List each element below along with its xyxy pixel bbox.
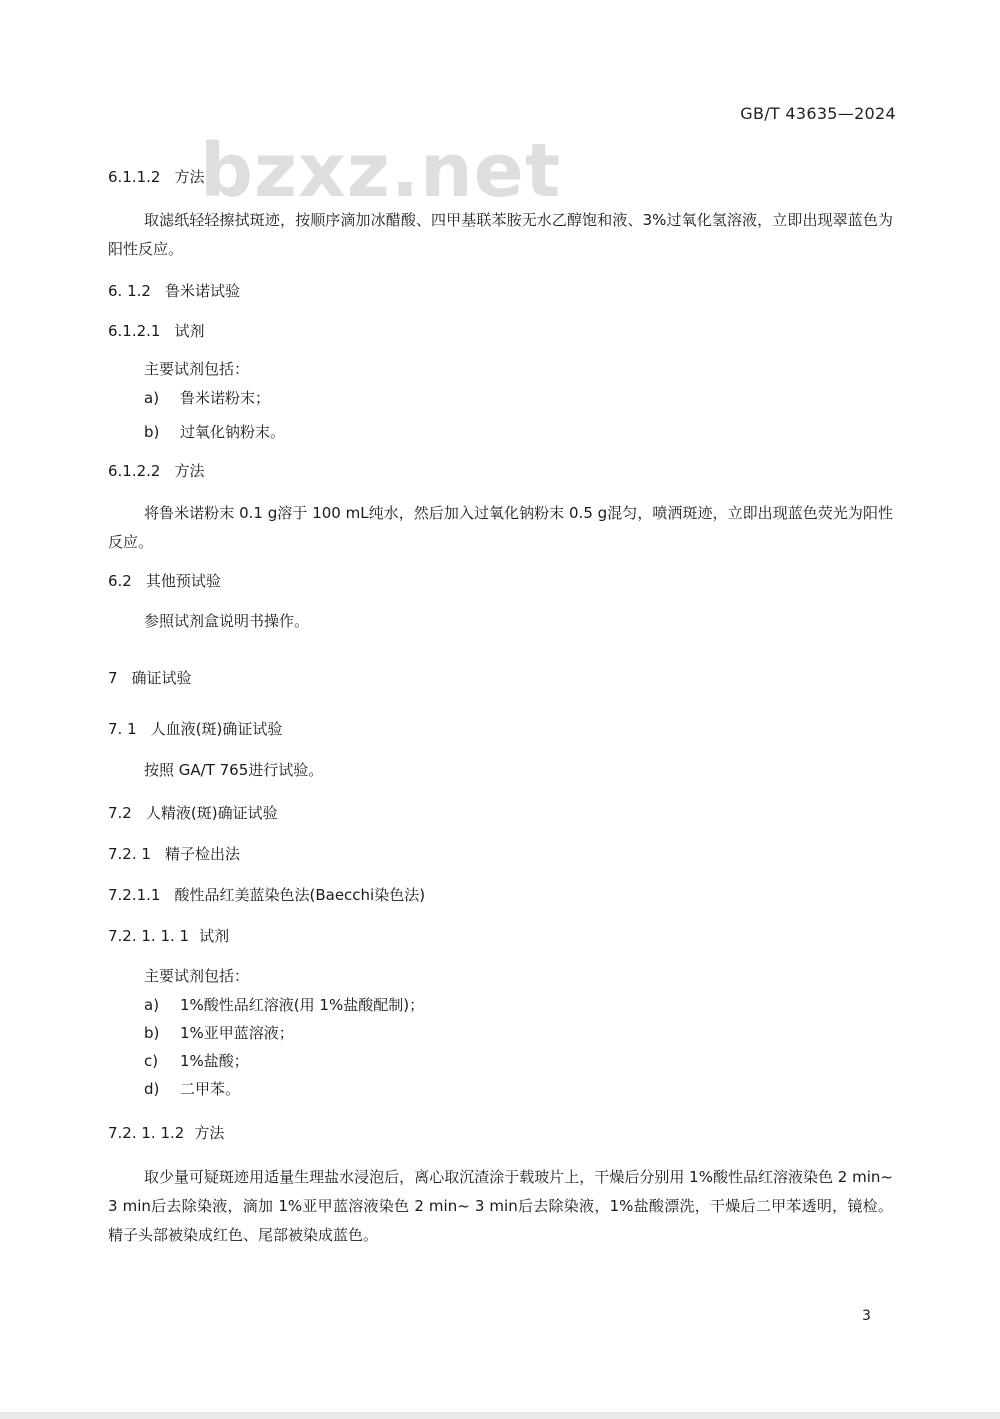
standard-code: GB/T 43635—2024 [740, 104, 896, 123]
section-7-2-1-1-1-heading [108, 926, 229, 946]
section-number: 7.2. 1. 1.2 [108, 1124, 185, 1142]
section-number: 6.1.1.2 [108, 168, 161, 186]
section-7-2-1-1-heading [108, 885, 425, 905]
section-number: 6.2 [108, 572, 132, 590]
section-number: 7. 1 [108, 720, 137, 738]
section-number: 7.2. 1. 1. 1 [108, 927, 190, 945]
paragraph-6-1-2-2: 将鲁米诺粉末 0.1 g溶于 100 mL纯水，然后加入过氧化钠粉末 0.5 g混匀，喷洒斑迹，立即出现蓝色荧光为阳性反应。 [108, 504, 893, 551]
section-number: 7.2.1.1 [108, 886, 161, 904]
list-item [144, 422, 285, 442]
section-title: 方法 [174, 168, 205, 186]
list-text: 过氧化钠粉末。 [180, 423, 286, 441]
watermark: bzxz.net [200, 128, 562, 214]
list-text: 二甲苯。 [180, 1080, 241, 1098]
page-bottom-edge [0, 1412, 1000, 1419]
list-item [144, 388, 270, 408]
section-6-1-2-2-heading [108, 461, 205, 481]
section-title: 方法 [194, 1124, 225, 1142]
list-item [144, 1051, 249, 1071]
list-text: 鲁米诺粉末； [180, 389, 271, 407]
section-title: 人精液(斑)确证试验 [145, 804, 278, 822]
section-6-1-1-2-heading [108, 167, 205, 187]
paragraph-6-1-1-2: 取滤纸轻轻擦拭斑迹，按顺序滴加冰醋酸、四甲基联苯胺无水乙醇饱和液、3%过氧化氢溶液，立即出现翠蓝色为阳性反应。 [108, 211, 893, 258]
list-item [144, 1079, 240, 1099]
section-6-1-2-heading [108, 281, 240, 301]
list-marker: c) [144, 1052, 159, 1070]
list-text: 1%盐酸； [180, 1052, 249, 1070]
list-marker: a) [144, 389, 160, 407]
paragraph-7-1: 按照 GA/T 765进行试验。 [144, 761, 324, 779]
section-number: 6.1.2.1 [108, 322, 161, 340]
section-title: 方法 [174, 462, 205, 480]
paragraph-7-2-1-1-2: 取少量可疑斑迹用适量生理盐水浸泡后，离心取沉渣涂于载玻片上，干燥后分别用 1%酸性品红溶液染色 2 min~ 3 min后去除染液，滴加 1%亚甲蓝溶液染色 2 min~ 3 min后去除染液，1%盐酸漂洗，干燥后二甲苯透明，镜检。精子头部被染成红色、尾部被染成蓝色。 [108, 1168, 893, 1244]
section-title: 酸性品红美蓝染色法(Baecchi染色法) [174, 886, 426, 904]
list-item [144, 1023, 294, 1043]
list-item [144, 995, 424, 1015]
section-number: 6.1.2.2 [108, 462, 161, 480]
paragraph-6-2: 参照试剂盒说明书操作。 [144, 612, 310, 630]
list-marker: b) [144, 423, 160, 441]
section-title: 人血液(斑)确证试验 [150, 720, 283, 738]
section-title: 试剂 [174, 322, 205, 340]
list-marker: a) [144, 996, 160, 1014]
section-title: 精子检出法 [164, 845, 240, 863]
page-number: 3 [862, 1308, 871, 1324]
section-title: 试剂 [199, 927, 230, 945]
section-title: 其他预试验 [145, 572, 221, 590]
list-text: 1%酸性品红溶液(用 1%盐酸配制)； [180, 996, 425, 1014]
list-marker: d) [144, 1080, 160, 1098]
section-number: 7 [108, 669, 118, 687]
section-6-1-2-1-heading [108, 321, 205, 341]
section-7-heading [108, 668, 192, 688]
list-text: 1%亚甲蓝溶液； [180, 1024, 294, 1042]
section-6-2-heading [108, 571, 221, 591]
section-7-2-1-1-2-heading [108, 1123, 224, 1143]
list-marker: b) [144, 1024, 160, 1042]
section-title: 确证试验 [131, 669, 192, 687]
reagents-intro: 主要试剂包括： [144, 967, 250, 985]
section-7-2-heading [108, 803, 278, 823]
reagents-intro: 主要试剂包括： [144, 360, 250, 378]
section-7-2-1-heading [108, 844, 240, 864]
section-title: 鲁米诺试验 [164, 282, 240, 300]
section-number: 7.2 [108, 804, 132, 822]
section-7-1-heading [108, 719, 282, 739]
section-number: 7.2. 1 [108, 845, 151, 863]
section-number: 6. 1.2 [108, 282, 151, 300]
